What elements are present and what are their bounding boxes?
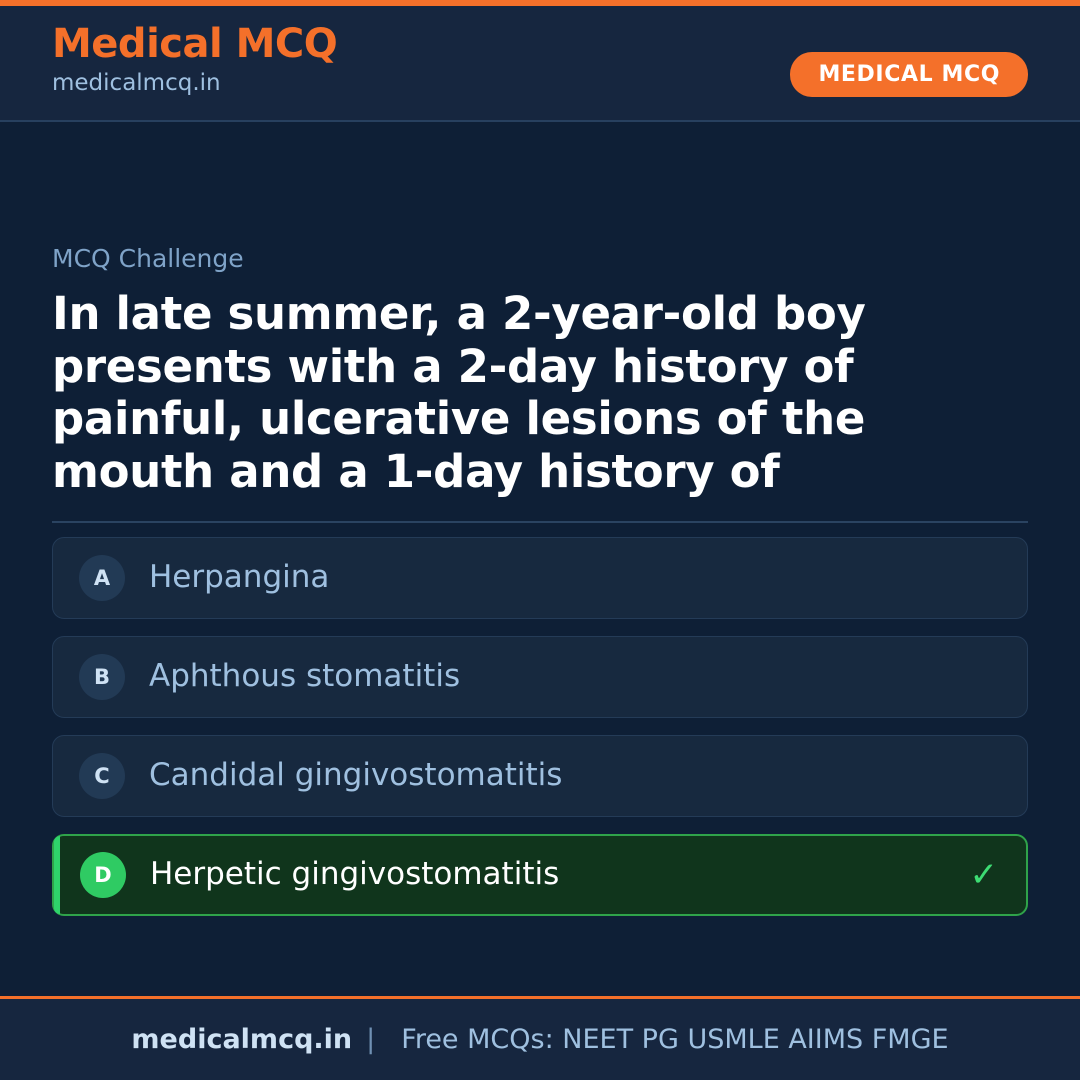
option-d-letter: D	[80, 852, 126, 898]
option-b[interactable]	[52, 636, 1028, 718]
question-divider	[52, 521, 1028, 523]
main-content	[0, 122, 1080, 996]
question-text: In late summer, a 2-year-old boy presents with a 2-day history of painful, ulcerative lesions of the mouth and a 1-day history of	[52, 287, 866, 498]
option-c-letter: C	[79, 753, 125, 799]
option-b-label: Aphthous stomatitis	[149, 657, 461, 694]
footer	[0, 996, 1080, 1080]
footer-tagline: Free MCQs: NEET PG USMLE AIIMS FMGE	[401, 1024, 949, 1055]
option-a-label: Herpangina	[149, 558, 330, 595]
footer-site: medicalmcq.in	[131, 1024, 353, 1055]
option-c-label: Candidal gingivostomatitis	[149, 756, 563, 793]
option-d-label: Herpetic gingivostomatitis	[150, 855, 560, 892]
header-badge: MEDICAL MCQ	[790, 52, 1028, 97]
footer-content	[131, 1024, 948, 1055]
option-b-letter: B	[79, 654, 125, 700]
option-d[interactable]	[52, 834, 1028, 916]
header	[0, 6, 1080, 122]
check-icon: ✓	[969, 854, 998, 895]
section-eyebrow: MCQ Challenge	[52, 244, 244, 273]
option-a[interactable]	[52, 537, 1028, 619]
option-a-letter: A	[79, 555, 125, 601]
brand-title: Medical MCQ	[52, 21, 338, 67]
footer-separator: |	[366, 1024, 376, 1055]
brand-subtitle: medicalmcq.in	[52, 70, 221, 96]
options-list	[52, 537, 1028, 916]
option-c[interactable]	[52, 735, 1028, 817]
brand	[52, 22, 337, 98]
